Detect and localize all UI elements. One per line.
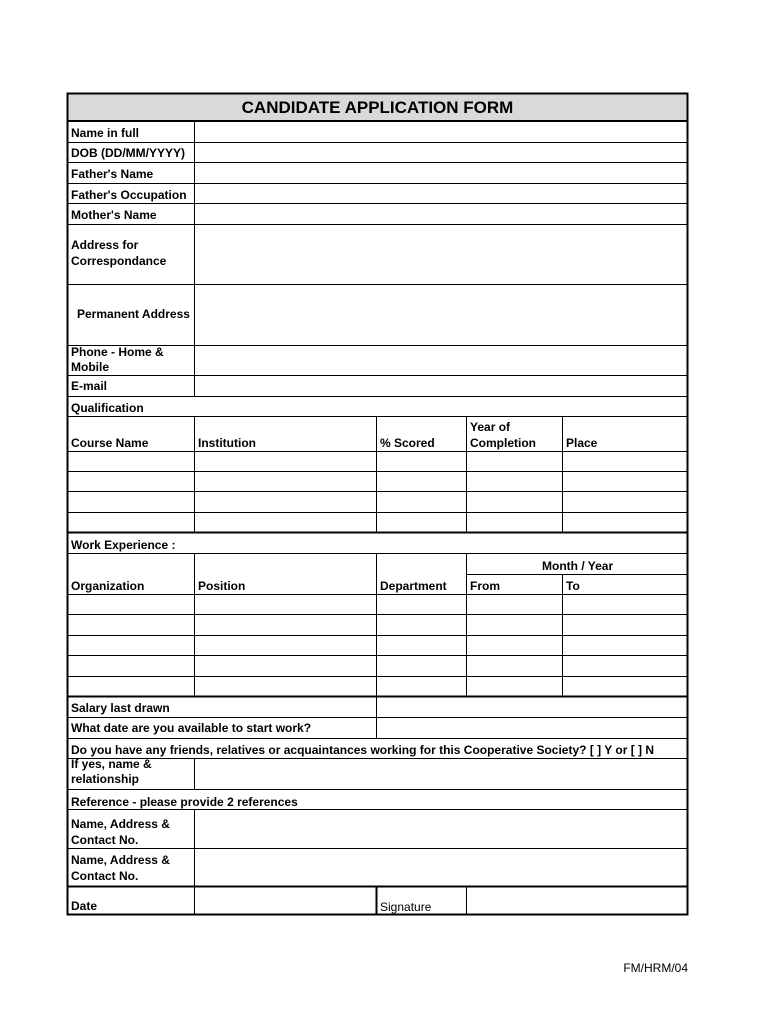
signature-field[interactable] — [467, 887, 687, 914]
reference-heading: Reference - please provide 2 references — [71, 795, 298, 809]
label-address-corr-2: Correspondance — [71, 254, 167, 268]
label-available: What date are you available to start work? — [71, 721, 312, 735]
label-phone-1: Phone - Home & — [71, 345, 164, 359]
col-from: From — [470, 579, 500, 593]
form-code: FM/HRM/04 — [623, 961, 688, 975]
label-friends-question: Do you have any friends, relatives or acquaintances working for this Cooperative Society? [ ] Y or [ ] N — [71, 743, 655, 757]
relationship-field[interactable] — [195, 759, 687, 789]
label-ifyes-1: If yes, name & — [71, 757, 152, 771]
label-signature: Signature — [380, 900, 432, 914]
label-father-occupation: Father's Occupation — [71, 188, 187, 202]
col-place: Place — [566, 436, 598, 450]
qualification-heading: Qualification — [71, 401, 144, 415]
label-permanent-address: Permanent Address — [77, 307, 190, 321]
reference-2-field[interactable] — [195, 849, 687, 886]
mother-name-field[interactable] — [195, 204, 687, 224]
name-field[interactable] — [195, 122, 687, 142]
date-field[interactable] — [195, 887, 376, 914]
permanent-address-field[interactable] — [195, 285, 687, 345]
label-mother-name: Mother's Name — [71, 208, 157, 222]
label-father-name: Father's Name — [71, 167, 154, 181]
address-correspondence-field[interactable] — [195, 225, 687, 284]
reference-1-field[interactable] — [195, 810, 687, 848]
col-position: Position — [198, 579, 246, 593]
phone-field[interactable] — [195, 346, 687, 375]
father-name-field[interactable] — [195, 163, 687, 183]
label-phone-2: Mobile — [71, 360, 109, 374]
label-name: Name in full — [71, 126, 140, 140]
label-ref2-1: Name, Address & — [71, 853, 170, 867]
label-ref1-1: Name, Address & — [71, 817, 170, 831]
experience-heading: Work Experience : — [71, 538, 176, 552]
label-ifyes-2: relationship — [71, 772, 140, 786]
form-title: CANDIDATE APPLICATION FORM — [67, 93, 688, 121]
month-year-label: Month / Year — [542, 559, 614, 573]
col-year-2: Completion — [470, 436, 536, 450]
label-dob: DOB (DD/MM/YYYY) — [71, 146, 185, 160]
label-email: E-mail — [71, 379, 108, 393]
label-ref1-2: Contact No. — [71, 833, 139, 847]
col-organization: Organization — [71, 579, 145, 593]
col-to: To — [566, 579, 580, 593]
dob-field[interactable] — [195, 143, 687, 162]
salary-field[interactable] — [377, 697, 687, 717]
label-address-corr-1: Address for — [71, 238, 139, 252]
label-salary: Salary last drawn — [71, 701, 170, 715]
label-date: Date — [71, 899, 98, 913]
available-date-field[interactable] — [377, 718, 687, 738]
col-institution: Institution — [198, 436, 256, 450]
col-year-1: Year of — [470, 420, 511, 434]
col-course-name: Course Name — [71, 436, 149, 450]
father-occupation-field[interactable] — [195, 184, 687, 203]
email-field[interactable] — [195, 376, 687, 396]
col-scored: % Scored — [380, 436, 435, 450]
label-ref2-2: Contact No. — [71, 869, 139, 883]
col-department: Department — [380, 579, 447, 593]
